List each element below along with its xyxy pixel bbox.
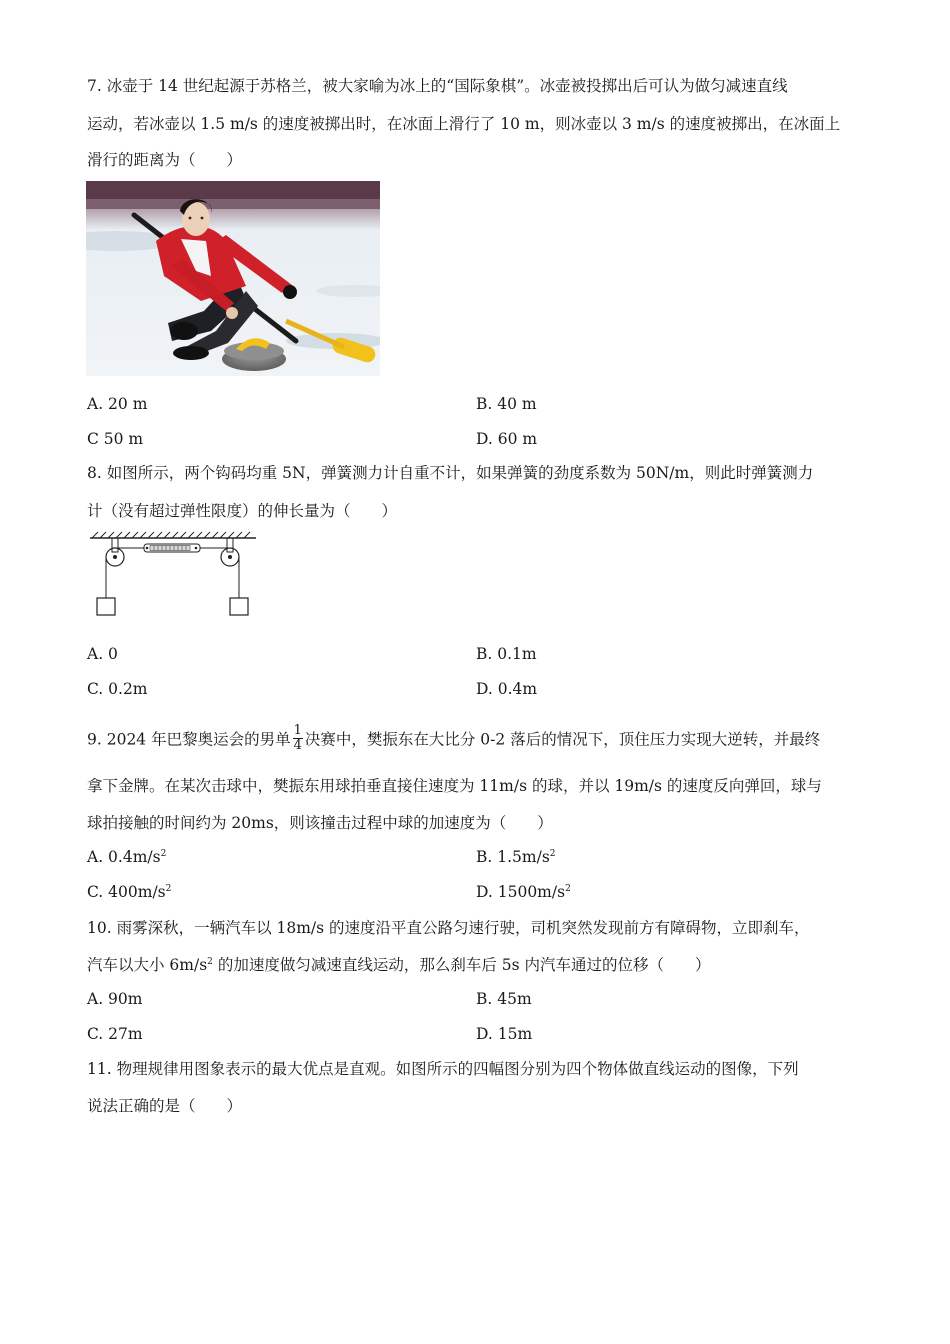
exponent: 2 xyxy=(207,957,213,967)
q9-stem-line-2: 拿下金牌。在某次击球中，樊振东用球拍垂直接住速度为 11m/s 的球，并以 19m/s 的速度反向弹回，球与 xyxy=(87,777,822,795)
q7-option-d[interactable]: D. 60 m xyxy=(476,430,538,448)
q11-stem-line-2: 说法正确的是（ ） xyxy=(87,1097,243,1115)
q10-option-d[interactable]: D. 15m xyxy=(476,1025,533,1043)
q9-stem-line-1 xyxy=(87,723,821,755)
q9-option-c-text: C. 400m/s xyxy=(87,883,166,901)
exponent: 2 xyxy=(565,884,571,894)
q9-option-a[interactable] xyxy=(87,847,166,867)
q8-option-b[interactable]: B. 0.1m xyxy=(476,645,537,663)
q7-stem-line-2: 运动，若冰壶以 1.5 m/s 的速度被掷出时，在冰面上滑行了 10 m，则冰壶以 3 m/s 的速度被掷出，在冰面上 xyxy=(87,115,841,133)
q8-option-d[interactable]: D. 0.4m xyxy=(476,680,538,698)
fraction-denominator: 4 xyxy=(293,738,302,753)
q9-option-a-text: A. 0.4m/s xyxy=(87,848,161,866)
q9-option-c[interactable] xyxy=(87,882,171,902)
exponent: 2 xyxy=(549,849,556,859)
q10-option-b[interactable]: B. 45m xyxy=(476,990,532,1008)
q7-option-b[interactable]: B. 40 m xyxy=(476,395,537,413)
q10-option-c[interactable]: C. 27m xyxy=(87,1025,143,1043)
q7-option-a[interactable]: A. 20 m xyxy=(87,395,148,413)
quarter-fraction xyxy=(293,724,303,753)
q8-stem-line-1: 8. 如图所示，两个钩码均重 5N，弹簧测力计自重不计，如果弹簧的劲度系数为 50N/m，则此时弹簧测力 xyxy=(87,464,814,482)
q9-option-b[interactable] xyxy=(476,847,556,867)
q9-option-b-text: B. 1.5m/s xyxy=(476,848,550,866)
q9-option-d[interactable] xyxy=(476,882,571,902)
q10-stem-line-1: 10. 雨雾深秋，一辆汽车以 18m/s 的速度沿平直公路匀速行驶，司机突然发现前方有障碍物，立即刹车， xyxy=(87,919,810,937)
q9-stem-text-post: 决赛中，樊振东在大比分 0-2 落后的情况下，顶住压力实现大逆转，并最终 xyxy=(304,730,821,749)
exponent: 2 xyxy=(165,884,172,894)
spring-scale-pulley-diagram xyxy=(88,530,258,620)
exponent: 2 xyxy=(160,849,167,859)
q8-stem-line-2: 计（没有超过弹性限度）的伸长量为（ ） xyxy=(87,502,398,520)
fraction-numerator: 1 xyxy=(293,723,302,738)
q8-option-a[interactable]: A. 0 xyxy=(87,645,118,663)
q9-option-d-text: D. 1500m/s xyxy=(476,883,566,901)
q10-stem-text-post: 的加速度做匀减速直线运动，那么刹车后 5s 内汽车通过的位移（ ） xyxy=(212,956,711,974)
q10-option-a[interactable]: A. 90m xyxy=(87,990,143,1008)
q8-option-c[interactable]: C. 0.2m xyxy=(87,680,148,698)
q9-stem-line-3: 球拍接触的时间约为 20ms，则该撞击过程中球的加速度为（ ） xyxy=(87,814,553,832)
q7-option-c[interactable]: C 50 m xyxy=(87,430,144,448)
q7-stem-line-3: 滑行的距离为（ ） xyxy=(87,151,243,169)
q11-stem-line-1: 11. 物理规律用图象表示的最大优点是直观。如图所示的四幅图分别为四个物体做直线运动的图像，下列 xyxy=(87,1060,799,1078)
q10-stem-text-pre: 汽车以大小 6m/s xyxy=(87,956,208,974)
q9-stem-text-pre: 9. 2024 年巴黎奥运会的男单 xyxy=(87,730,291,749)
q10-stem-line-2 xyxy=(87,955,711,975)
q7-stem-line-1: 7. 冰壶于 14 世纪起源于苏格兰，被大家喻为冰上的“国际象棋”。冰壶被投掷出后可认为做匀减速直线 xyxy=(87,77,788,95)
curling-player-photo xyxy=(86,181,380,376)
